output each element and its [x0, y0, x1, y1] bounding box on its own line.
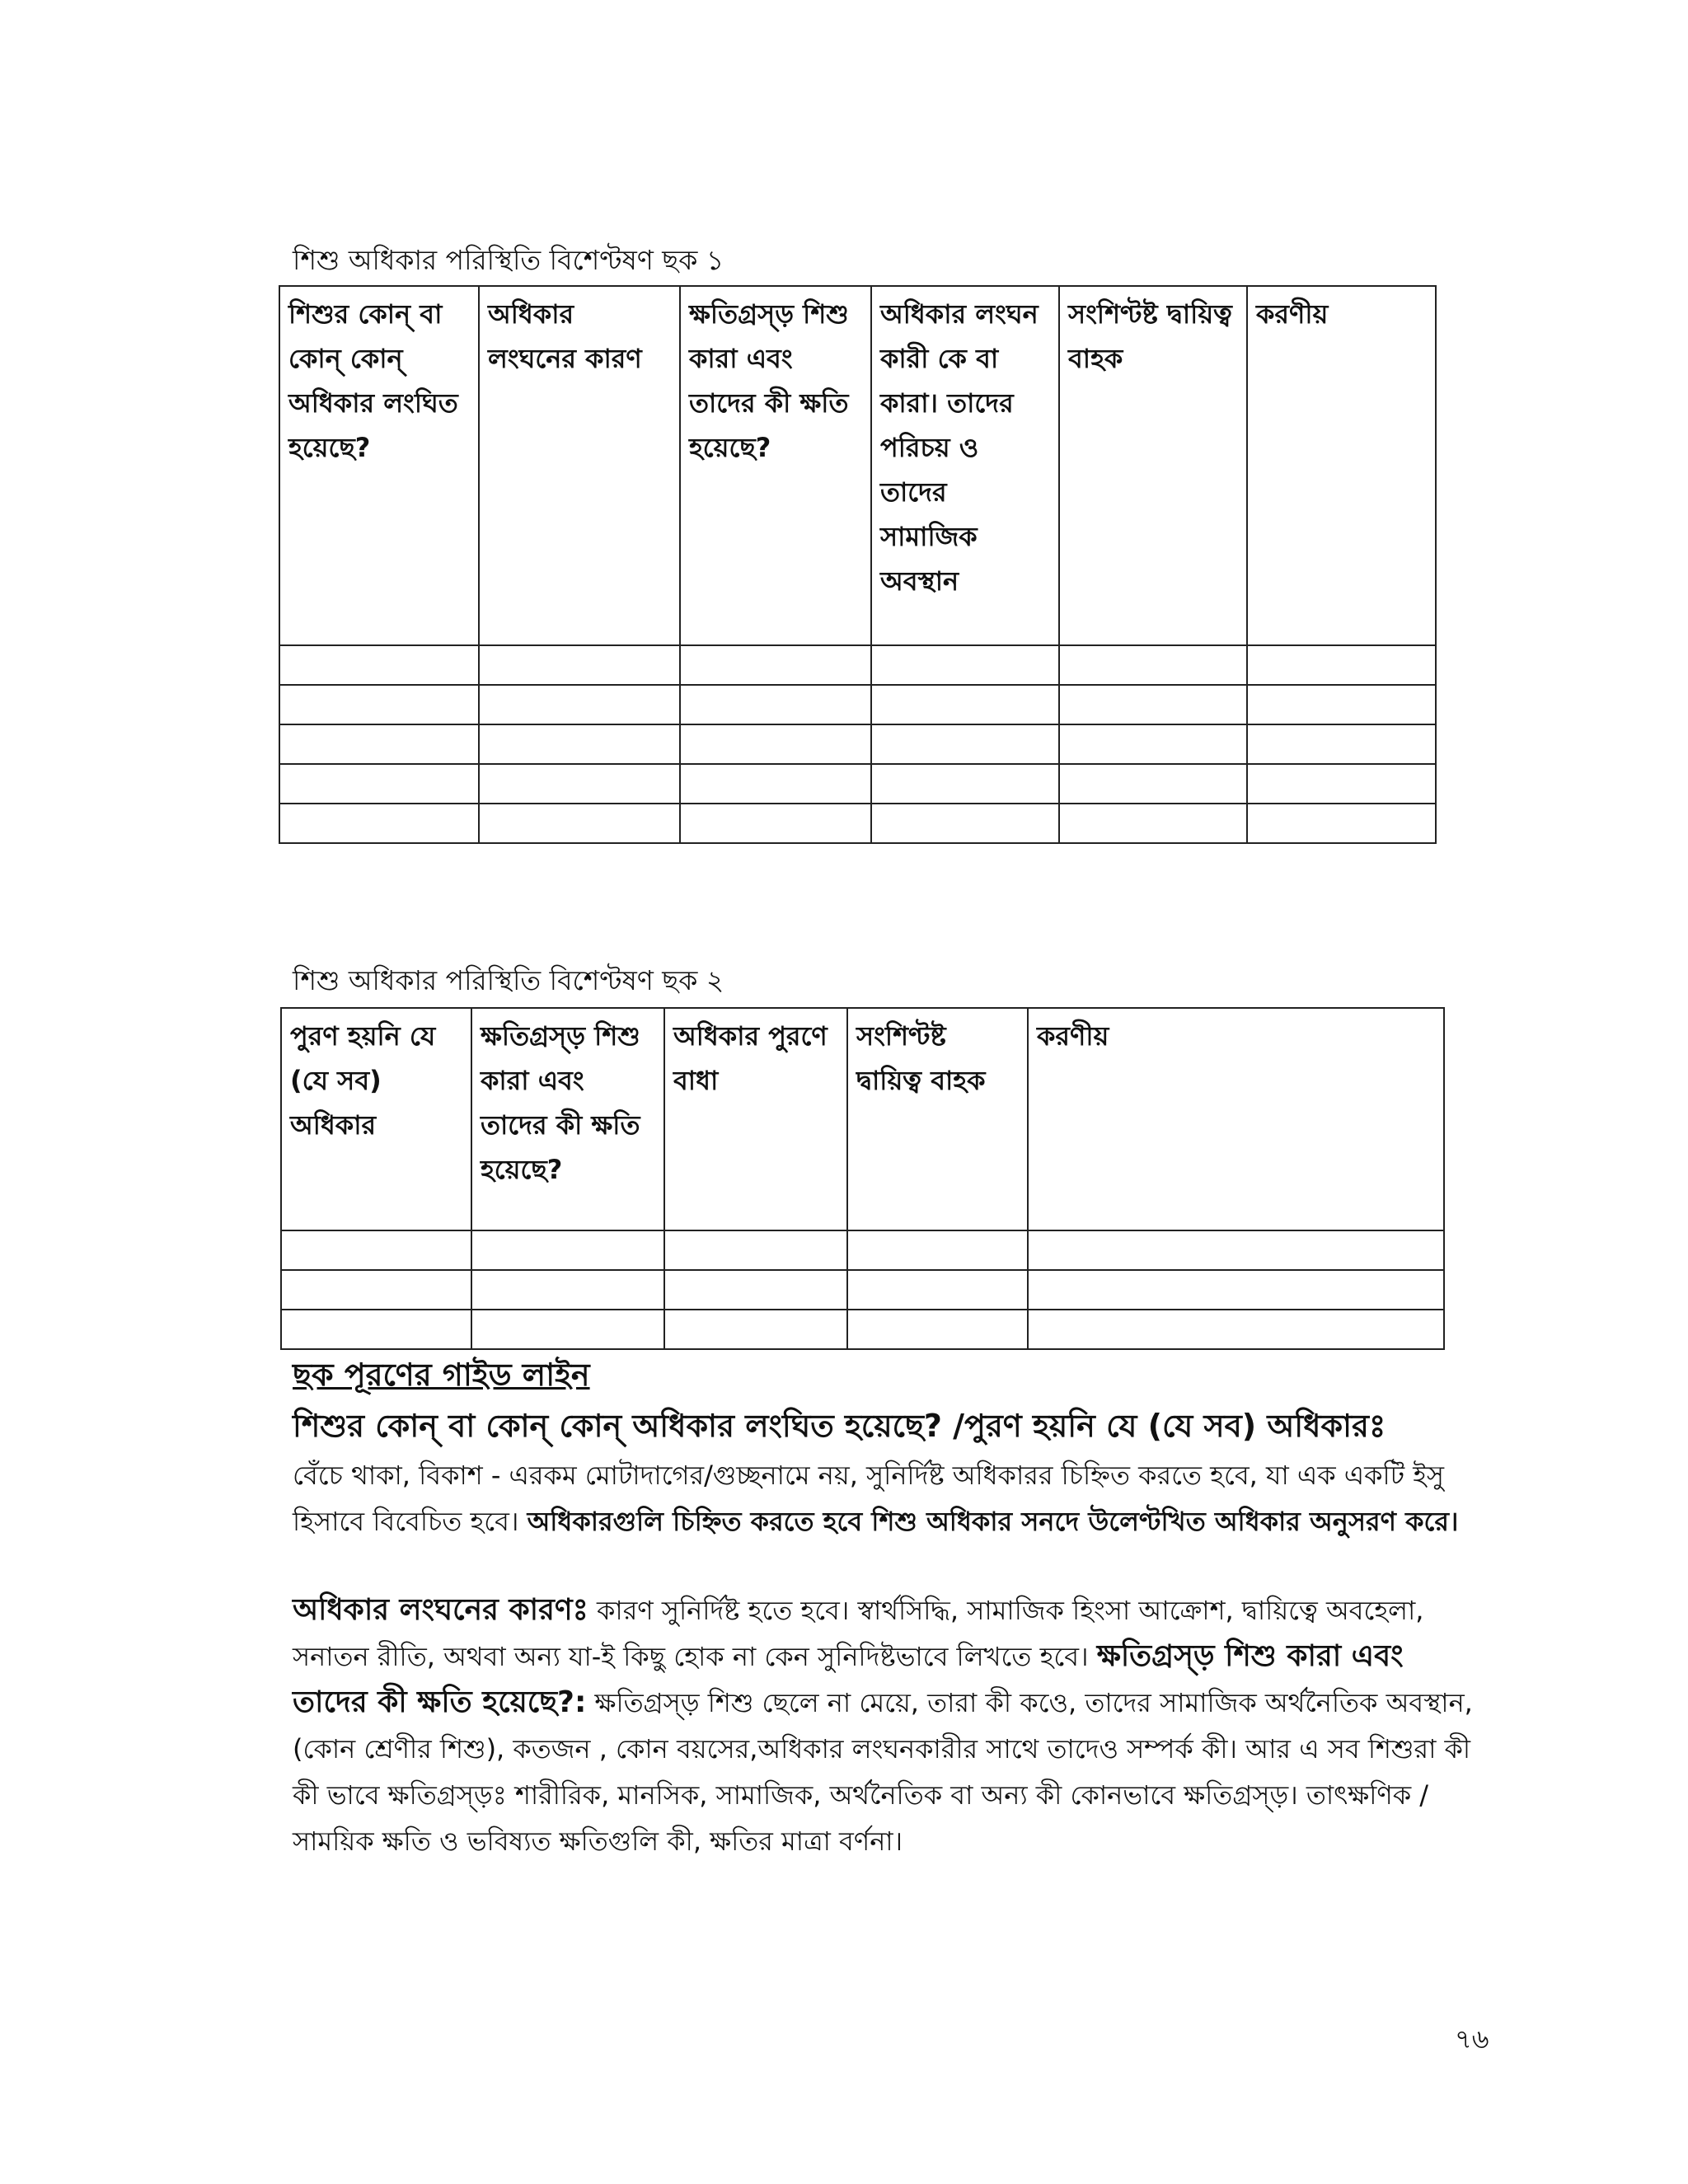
- table1-cell: [479, 724, 680, 764]
- table1-cell: [1247, 645, 1436, 685]
- guide-p1-bold: অধিকারগুলি চিহ্নিত করতে হবে শিশু অধিকার সনদে উলেণ্টখিত অধিকার অনুসরণ করে।: [527, 1506, 1459, 1537]
- table1-cell: [279, 724, 479, 764]
- table2-header-actions: করণীয়: [1028, 1008, 1444, 1230]
- table1-row: [279, 764, 1436, 804]
- table1-cell: [1059, 685, 1247, 724]
- table1-cell: [479, 804, 680, 843]
- guide-paragraph-2: [293, 1587, 1479, 1864]
- table1-header-row: [279, 286, 1436, 645]
- guide-question-heading: শিশুর কোন্ বা কোন্ কোন্ অধিকার লংঘিত হয়েছে? /পুরণ হয়নি যে (যে সব) অধিকারঃ: [293, 1408, 1386, 1444]
- table1-cell: [1247, 685, 1436, 724]
- table1-row: [279, 645, 1436, 685]
- table1-header-violators: অধিকার লংঘন কারী কে বা কারা। তাদের পরিচয় ও তাদের সামাজিক অবস্থান: [871, 286, 1059, 645]
- table1-cell: [871, 645, 1059, 685]
- table2-cell: [847, 1230, 1028, 1270]
- table1-cell: [680, 645, 871, 685]
- table2-cell: [281, 1230, 471, 1270]
- table2-cell: [1028, 1270, 1444, 1310]
- table1-cell: [279, 764, 479, 804]
- table1-cell: [871, 685, 1059, 724]
- table1-cell: [871, 764, 1059, 804]
- table2-cell: [664, 1310, 847, 1349]
- table1-cell: [871, 724, 1059, 764]
- table2-cell: [1028, 1230, 1444, 1270]
- table1-row: [279, 685, 1436, 724]
- table1-cell: [1059, 804, 1247, 843]
- table1-caption: শিশু অধিকার পরিস্থিতি বিশেণ্টষণ ছক ১: [293, 244, 724, 276]
- guide-p3-text: ক্ষতিগ্রস্ড় শিশু ছেলে না মেয়ে, তারা কী কওে, তাদের সামাজিক অর্থনৈতিক অবস্থান,(কোন শ্রেণীর শিশু), কতজন , কোন বয়সের,অধিকার লংঘনকারীর সাথে তাদেও সম্পর্ক কী। আর এ সব শিশুরা কী কী ভাবে ক্ষতিগ্রস্ড়ঃ শারীরিক, মানসিক, সামাজিক, অর্থনৈতিক বা অন্য কী কোনভাবে ক্ষতিগ্রস্ড়। তাৎক্ষণিক /সাময়িক ক্ষতি ও ভবিষ্যত ক্ষতিগুলি কী, ক্ষতির মাত্রা বর্ণনা।: [293, 1687, 1473, 1857]
- table1-cell: [1059, 724, 1247, 764]
- table2-cell: [664, 1270, 847, 1310]
- table1-header-violation-cause: অধিকার লংঘনের কারণ: [479, 286, 680, 645]
- guide-p2-text: কারণ সুনির্দিষ্ট হতে হবে। স্বার্থসিদ্ধি, সামাজিক হিংসা আক্রোশ, দ্বায়িত্বে অবহেলা, সনাতন রীতি, অথবা অন্য যা-ই কিছু হোক না কেন সুনিদিষ্টভাবে লিখতে হবে।: [293, 1595, 1424, 1672]
- table1-row: [279, 804, 1436, 843]
- table2-caption: শিশু অধিকার পরিস্থিতি বিশেণ্টষণ ছক ২: [293, 964, 724, 996]
- table2-cell: [281, 1270, 471, 1310]
- guide-p2-label: অধিকার লংঘনের কারণঃ: [293, 1593, 588, 1627]
- table1-cell: [279, 685, 479, 724]
- table2-cell: [1028, 1310, 1444, 1349]
- table2: [280, 1007, 1445, 1350]
- table2-row: [281, 1230, 1444, 1270]
- table1-cell: [479, 685, 680, 724]
- table2-cell: [471, 1270, 664, 1310]
- table1-cell: [1247, 764, 1436, 804]
- guide-p1-text: বেঁচে থাকা, বিকাশ - এরকম মোটাদাগের/গুচ্ছনামে নয়, সুনির্দিষ্ট অধিকারর চিহ্নিত করতে হবে, যা এক একটি ইসু হিসাবে বিবেচিত হবে।: [293, 1460, 1445, 1537]
- table2-cell: [847, 1310, 1028, 1349]
- table1-header-affected-children: ক্ষতিগ্রস্ড় শিশু কারা এবং তাদের কী ক্ষতি হয়েছে?: [680, 286, 871, 645]
- table2-header-barriers: অধিকার পুরণে বাধা: [664, 1008, 847, 1230]
- table1-cell: [680, 724, 871, 764]
- table2-cell: [281, 1310, 471, 1349]
- table1-cell: [871, 804, 1059, 843]
- table1-cell: [1059, 645, 1247, 685]
- table1-cell: [1247, 724, 1436, 764]
- table2-cell: [847, 1270, 1028, 1310]
- guide-p3-label: ক্ষতিগ্রস্ড় শিশু কারা এবং তাদের কী ক্ষতি হয়েছে?:: [293, 1639, 1404, 1719]
- table2-cell: [471, 1230, 664, 1270]
- table1-cell: [279, 804, 479, 843]
- table1-header-duty-bearer: সংশিণ্টষ্ট দ্বায়িত্ব বাহক: [1059, 286, 1247, 645]
- table2-header-duty-bearer: সংশিণ্টষ্ট দ্বায়িত্ব বাহক: [847, 1008, 1028, 1230]
- table1-header-violated-rights: শিশুর কোন্ বা কোন্ কোন্ অধিকার লংঘিত হয়েছে?: [279, 286, 479, 645]
- table2-row: [281, 1310, 1444, 1349]
- table2-cell: [664, 1230, 847, 1270]
- guide-title: ছক পূরণের গাইড লাইন: [293, 1357, 590, 1393]
- table2-header-affected-children: ক্ষতিগ্রস্ড় শিশু কারা এবং তাদের কী ক্ষতি হয়েছে?: [471, 1008, 664, 1230]
- guide-paragraph-1: [293, 1452, 1479, 1544]
- table1-row: [279, 724, 1436, 764]
- table1-cell: [479, 645, 680, 685]
- page-number: ৭৬: [1455, 2023, 1489, 2055]
- table2-row: [281, 1270, 1444, 1310]
- table1-header-actions: করণীয়: [1247, 286, 1436, 645]
- table1-cell: [680, 764, 871, 804]
- table2-cell: [471, 1310, 664, 1349]
- table1: [279, 285, 1437, 844]
- table1-cell: [279, 645, 479, 685]
- table1-cell: [479, 764, 680, 804]
- table2-header-row: [281, 1008, 1444, 1230]
- table1-cell: [1247, 804, 1436, 843]
- table2-header-unfulfilled-rights: পুরণ হয়নি যে (যে সব) অধিকার: [281, 1008, 471, 1230]
- table1-cell: [1059, 764, 1247, 804]
- table1-cell: [680, 685, 871, 724]
- table1-cell: [680, 804, 871, 843]
